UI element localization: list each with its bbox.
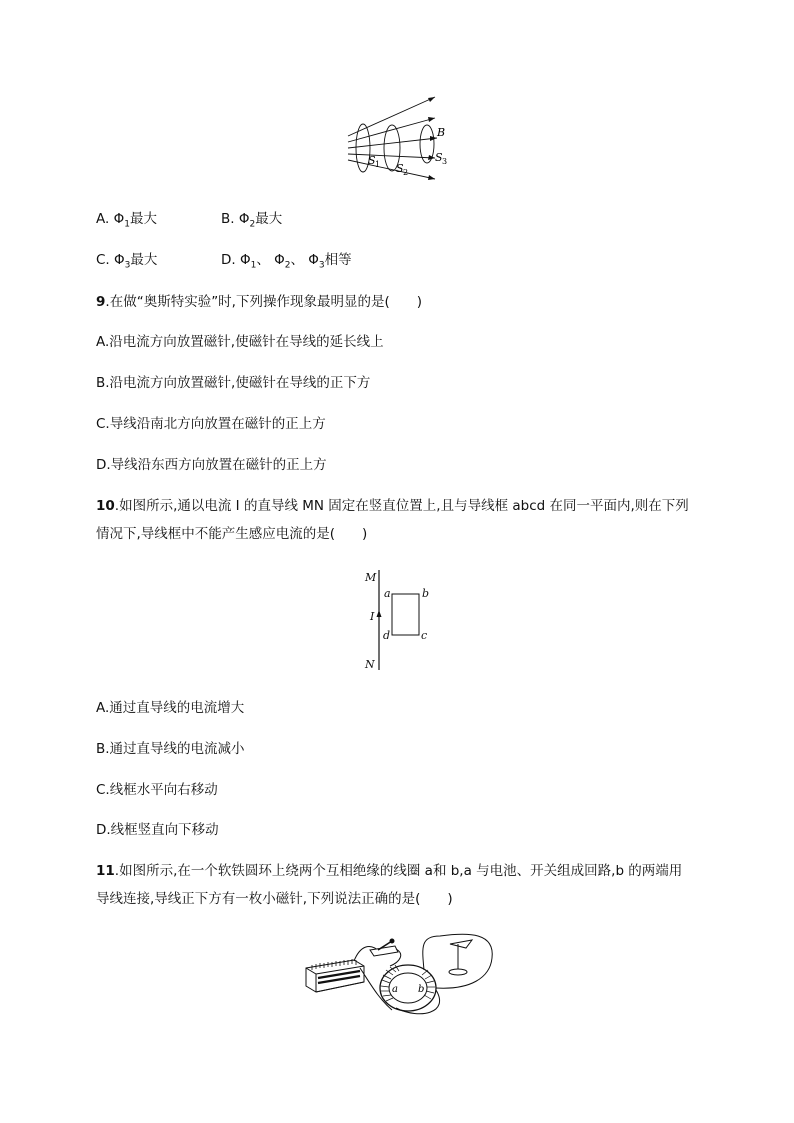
q11-stem-line-2: 导线连接,导线正下方有一枚小磁针,下列说法正确的是( ) [96,891,453,907]
label-n: N [365,658,375,671]
q9-option-b: B.沿电流方向放置磁针,使磁针在导线的正下方 [96,375,371,391]
q10-stem-line-1: 10.如图所示,通以电流 I 的直导线 MN 固定在竖直位置上,且与导线框 abcd 在同一平面内,则在下列 [96,498,689,514]
q8-option-row-2 [96,250,352,276]
label-d: d [383,629,391,642]
wire-frame-figure [360,566,440,674]
q10-option-a: A.通过直导线的电流增大 [96,700,245,716]
flux-figure [345,92,455,182]
label-s1-sub: 1 [375,160,381,169]
q10-option-d: D.线框竖直向下移动 [96,822,219,838]
label-i: I [370,610,375,623]
label-b: B [437,126,446,139]
q8-option-b: B. $\Phi_2$最大 [221,211,283,230]
label-a: a [384,587,391,600]
q9-option-a: A.沿电流方向放置磁针,使磁针在导线的延长线上 [96,334,384,350]
q10-option-b: B.通过直导线的电流减小 [96,741,245,757]
label-s3: S [435,151,443,164]
toroid-circuit-figure [300,928,496,1018]
q10-stem-line-2: 情况下,导线框中不能产生感应电流的是( ) [96,526,368,542]
label-coil-b: b [418,984,425,995]
label-coil-a: a [392,984,398,995]
label-s2-sub: 2 [403,168,409,177]
label-s1: S [368,154,376,167]
q9-option-c: C.导线沿南北方向放置在磁针的正上方 [96,416,326,432]
q8-option-a: A. $\Phi_1$最大 [96,211,157,230]
label-b: b [422,587,430,600]
label-m: M [365,571,377,584]
q11-stem-line-1: 11.如图所示,在一个软铁圆环上绕两个互相绝缘的线圈 a和 b,a 与电池、开关组成回路,b 的两端用 [96,863,683,879]
label-c: c [421,629,428,642]
q10-option-c: C.线框水平向右移动 [96,782,218,798]
q8-option-row-1 [96,209,283,235]
q8-option-c: C. $\Phi_3$最大 [96,252,158,271]
q9-stem: 9.在做“奥斯特实验”时,下列操作现象最明显的是( ) [96,294,423,310]
label-s2: S [396,162,404,175]
label-s3-sub: 3 [442,157,448,166]
q9-option-d: D.导线沿东西方向放置在磁针的正上方 [96,457,327,473]
q8-option-d: D. $\Phi_1$、 $\Phi_2$、 $\Phi_3$相等 [221,252,352,271]
